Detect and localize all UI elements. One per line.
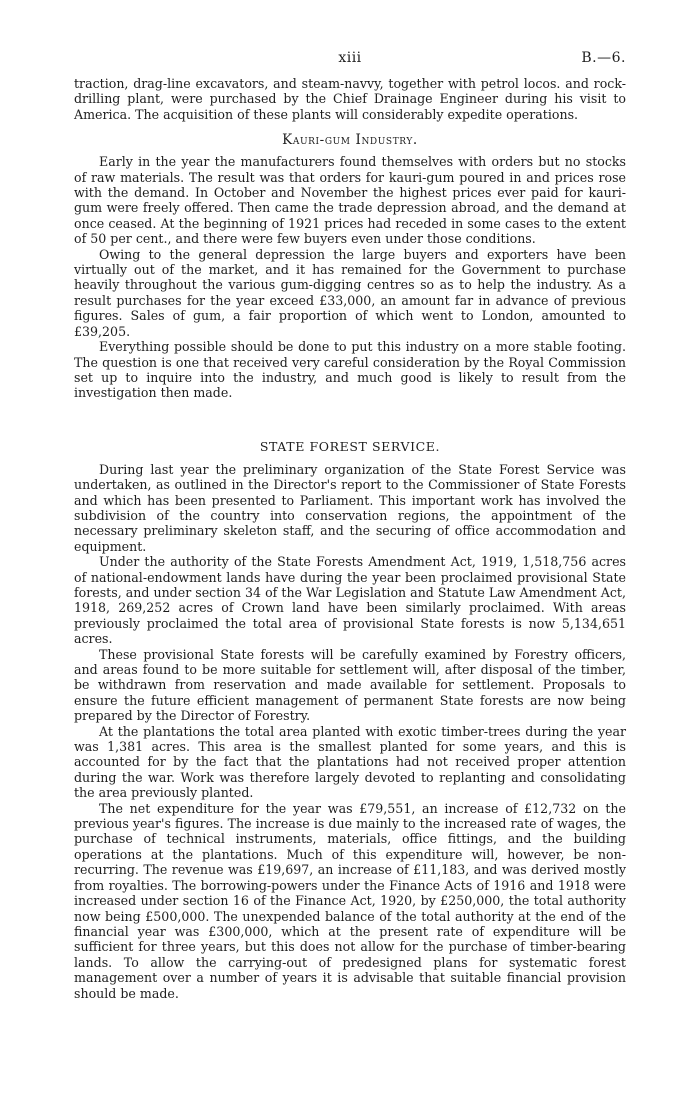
- body-paragraph: Owing to the general depression the large buyers and exporters have been virtually out of the market, and it has remained for the Government to purchase heavily throughout the various gum-digging centres so as to help the industry. As a result purchases for the year exceed £33,000, an amount far in advance of previous figures. Sales of gum, a fair proportion of which went to London, amounted to £39,205.: [74, 246, 626, 339]
- state-forest-section: [74, 439, 626, 1001]
- body-paragraph: During last year the preliminary organization of the State Forest Service was undertaken, as outlined in the Director's report to the Commissioner of State Forests and which has been presented to Parliament. This important work has involved the subdivision of the country into conservation regions, the appointment of the necessary preliminary skeleton staff, and the securing of office accommodation and equipment.: [74, 461, 626, 554]
- body-paragraph: At the plantations the total area planted with exotic timber-trees during the year was 1,381 acres. This area is the smallest planted for some years, and this is accounted for by the fact that the plantations had not received proper attention during the war. Work was therefore largely devoted to replanting and consolidating the area previously planted.: [74, 723, 626, 801]
- section-heading-kauri-gum: Kauri-gum Industry.: [282, 132, 418, 149]
- body-paragraph: The net expenditure for the year was £79,551, an increase of £12,732 on the previous year's figures. The increase is due mainly to the increased rate of wages, the purchase of technical instruments, materials, office fittings, and the building operations at the plantations. Much of this expenditure will, however, be non-recurring. The revenue was £19,697, an increase of £11,183, and was derived mostly from royalties. The borrowing-powers under the Finance Acts of 1916 and 1918 were increased under section 16 of the Finance Act, 1920, by £250,000, the total authority now being £500,000. The unexpended balance of the total authority at the end of the financial year was £300,000, which at the present rate of expenditure will be sufficient for three years, but this does not allow for the purchase of timber-bearing lands. To allow the carrying-out of predesigned plans for systematic forest management over a number of years it is advisable that suitable financial provision should be made.: [74, 800, 626, 1001]
- document-page: [74, 50, 626, 1001]
- body-paragraph: These provisional State forests will be carefully examined by Forestry officers, and areas found to be more suitable for settlement will, after disposal of the timber, be withdrawn from reservation and made available for settlement. Proposals to ensure the future efficient management of permanent State forests are now being prepared by the Director of Forestry.: [74, 646, 626, 724]
- intro-paragraph: traction, drag-line excavators, and steam-navvy, together with petrol locos. and rock-drilling plant, were purchased by the Chief Drainage Engineer during his visit to America. The acquisition of these plants will considerably expedite operations.: [74, 76, 626, 122]
- body-paragraph: Early in the year the manufacturers found themselves with orders but no stocks of raw materials. The result was that orders for kauri-gum poured in and prices rose with the demand. In October and November the highest prices ever paid for kauri-gum were freely offered. Then came the trade depression abroad, and the demand at once ceased. At the beginning of 1921 prices had receded in some cases to the extent of 50 per cent., and there were few buyers even under those conditions.: [74, 154, 626, 247]
- body-paragraph: Under the authority of the State Forests Amendment Act, 1919, 1,518,756 acres of national-endowment lands have during the year been proclaimed provisional State forests, and under section 34 of the War Legislation and Statute Law Amendment Act, 1918, 269,252 acres of Crown land have been similarly proclaimed. With areas previously proclaimed the total area of provisional State forests is now 5,134,651 acres.: [74, 554, 626, 647]
- section-heading-state-forest: STATE FOREST SERVICE.: [259, 438, 441, 454]
- page-number: xiii: [338, 50, 362, 66]
- kauri-gum-section: [74, 132, 626, 401]
- page-header: [74, 50, 626, 76]
- paper-reference: B.—6.: [581, 50, 626, 66]
- body-paragraph: Everything possible should be done to put this industry on a more stable footing. The question is one that received very careful consideration by the Royal Commission set up to inquire into the industry, and much good is likely to result from the investigation then made.: [74, 339, 626, 401]
